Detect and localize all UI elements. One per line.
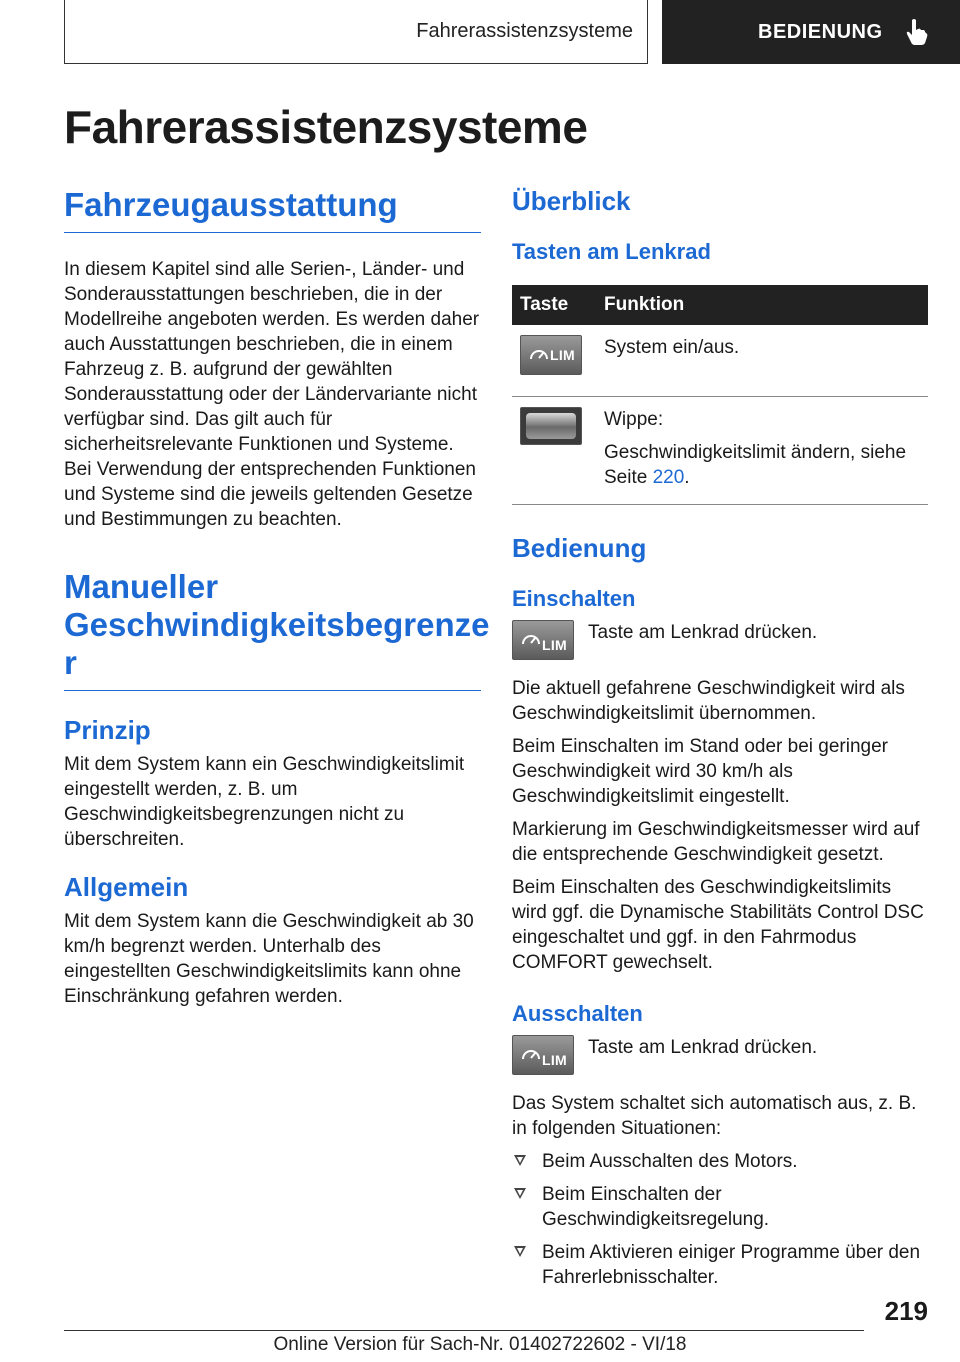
footer-text: Online Version für Sach-Nr. 01402722602 - VI/18: [273, 1334, 687, 1355]
function-title: Wippe:: [604, 409, 664, 430]
speedometer-icon: [520, 629, 542, 647]
paragraph-allgemein: Mit dem System kann die Geschwindigkeit ab 30 km/h begrenzt werden. Unterhalb des eingestellten Geschwindigkeitslimits kann ohne Einschränkung gefahren werden.: [64, 911, 474, 1007]
table-row: [512, 397, 928, 505]
keys-table: [512, 285, 928, 505]
footer-divider: [64, 1330, 864, 1331]
function-cell: [596, 397, 928, 505]
list-item: Beim Ausschalten des Motors.: [512, 1149, 928, 1174]
list-item: Beim Aktivieren einiger Programme über den Fahrerlebnisschalter.: [512, 1240, 928, 1290]
paragraph-fahrzeugausstattung: In diesem Kapitel sind alle Serien-, Länder- und Sonderausstattungen beschrieben, die in der Modellreihe angeboten werden. Es werden daher auch Ausstattungen beschrieben, die in einem Fahrzeug z. B. aufgrund der gewählten Sonderausstattung oder der Ländervariante nicht verfügbar sind. Das gilt auch für sicherheitsrelevante Funktionen und Systeme. Bei Verwendung der entsprechenden Funktionen und Systeme sind die jeweils geltenden Gesetze und Bestimmungen zu beachten.: [64, 259, 480, 530]
einschalten-action: [512, 620, 928, 660]
heading-allgemein: Allgemein: [64, 872, 189, 902]
header-section-tab[interactable]: [64, 0, 648, 64]
rocker-switch-icon: [520, 407, 582, 445]
left-column: [64, 186, 490, 1009]
paragraph-einschalten-2: Beim Einschalten im Stand oder bei geringer Geschwindigkeit wird 30 km/h als Geschwindigkeitslimit eingestellt.: [512, 736, 888, 807]
page-number: 219: [884, 1296, 928, 1326]
hand-pointer-icon: [905, 18, 929, 46]
column-header-funktion: Funktion: [596, 285, 928, 325]
ausschalten-action: [512, 1035, 928, 1075]
page-header: [0, 0, 960, 66]
triangle-bullet-icon: [514, 1188, 526, 1199]
heading-einschalten: Einschalten: [512, 586, 636, 611]
paragraph-prinzip: Mit dem System kann ein Geschwindigkeitslimit eingestellt werden, z. B. um Geschwindigkeitsbegrenzungen nicht zu überschreiten.: [64, 754, 465, 850]
right-column: [512, 186, 928, 1298]
paragraph-ausschalten-1: Das System schaltet sich automatisch aus, z. B. in folgenden Situationen:: [512, 1093, 917, 1139]
speedometer-icon: [520, 1044, 542, 1062]
heading-prinzip: Prinzip: [64, 715, 151, 745]
lim-button-icon: [512, 620, 574, 660]
table-row: [512, 325, 928, 397]
speedometer-icon: [528, 344, 550, 362]
paragraph-einschalten-1: Die aktuell gefahrene Geschwindigkeit wird als Geschwindigkeitslimit übernommen.: [512, 678, 905, 724]
lim-button-icon: [512, 1035, 574, 1075]
table-header-row: [512, 285, 928, 325]
page-title: Fahrerassistenzsysteme: [64, 101, 588, 153]
page-link-220[interactable]: 220: [652, 467, 685, 488]
heading-ueberblick: Überblick: [512, 186, 631, 216]
heading-line-3: r: [64, 644, 77, 681]
paragraph-einschalten-3: Markierung im Geschwindigkeitsmesser wird auf die entsprechende Geschwindigkeit gesetzt.: [512, 819, 920, 865]
heading-bedienung: Bedienung: [512, 533, 647, 563]
lim-button-icon: [520, 335, 582, 375]
paragraph-einschalten-4: Beim Einschalten des Geschwindigkeitslimits wird ggf. die Dynamische Stabilitäts Control DSC eingeschaltet und ggf. in den Fahrmodus COMFORT gewechselt.: [512, 877, 924, 973]
header-chapter-tab[interactable]: [662, 0, 960, 64]
triangle-bullet-icon: [514, 1155, 526, 1166]
heading-tasten-am-lenkrad: Tasten am Lenkrad: [512, 239, 711, 264]
situations-list: [512, 1149, 928, 1290]
heading-geschwindigkeitsbegrenzer: [64, 568, 490, 691]
heading-line-2: Geschwindigkeitsbegrenze: [64, 606, 490, 643]
lim-label: LIM: [549, 347, 575, 363]
heading-ausschalten: Ausschalten: [512, 1001, 643, 1026]
lim-label: LIM: [541, 1052, 567, 1068]
column-header-taste: Taste: [512, 285, 596, 325]
function-cell: System ein/aus.: [596, 325, 928, 397]
lim-label: LIM: [541, 637, 567, 653]
function-text: Geschwindigkeitslimit ändern, siehe Seite 220.: [604, 442, 907, 488]
einschalten-text: Taste am Lenkrad drücken.: [588, 622, 818, 643]
triangle-bullet-icon: [514, 1246, 526, 1257]
header-chapter-label: BEDIENUNG: [758, 20, 883, 43]
key-cell: [512, 325, 596, 397]
heading-fahrzeugausstattung: Fahrzeugausstattung: [64, 186, 481, 233]
heading-line-1: Manueller: [64, 568, 219, 605]
list-item: Beim Einschalten der Geschwindigkeitsregelung.: [512, 1182, 928, 1232]
header-section-label: Fahrerassistenzsysteme: [416, 20, 633, 42]
key-cell: [512, 397, 596, 505]
ausschalten-text: Taste am Lenkrad drücken.: [588, 1037, 818, 1058]
